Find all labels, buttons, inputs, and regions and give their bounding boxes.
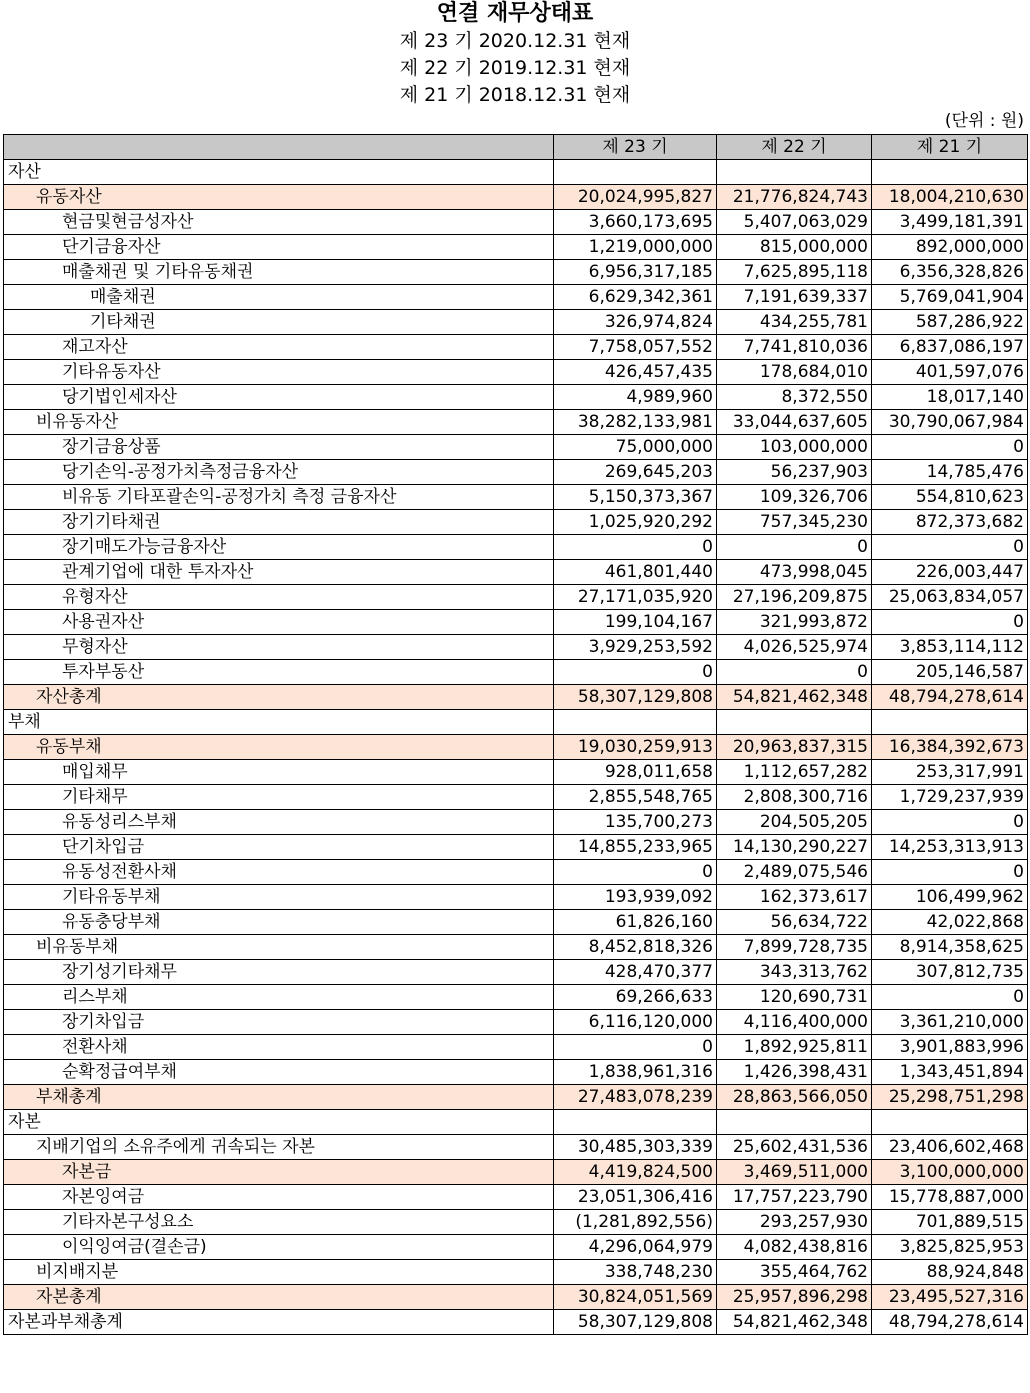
table-row — [4, 1285, 1028, 1310]
row-label: 자본과부채총계 — [4, 1310, 554, 1335]
period-line: 제 21 기 2018.12.31 현재 — [399, 84, 631, 106]
value-period-22: 20,963,837,315 — [717, 735, 872, 760]
value-period-22: 54,821,462,348 — [717, 1310, 872, 1335]
value-period-22: 4,116,400,000 — [717, 1010, 872, 1035]
row-label: 투자부동산 — [4, 660, 554, 685]
row-label: 자본금 — [4, 1160, 554, 1185]
value-period-22: 757,345,230 — [717, 510, 872, 535]
value-period-22: 178,684,010 — [717, 360, 872, 385]
value-period-21: 0 — [872, 810, 1028, 835]
value-period-21: 587,286,922 — [872, 310, 1028, 335]
value-period-23: 61,826,160 — [554, 910, 717, 935]
value-period-23: 428,470,377 — [554, 960, 717, 985]
row-label: 전환사채 — [4, 1035, 554, 1060]
value-period-22: 1,892,925,811 — [717, 1035, 872, 1060]
table-row — [4, 985, 1028, 1010]
table-row — [4, 635, 1028, 660]
row-label: 리스부채 — [4, 985, 554, 1010]
table-row — [4, 285, 1028, 310]
value-period-23: 0 — [554, 860, 717, 885]
value-period-21: 1,343,451,894 — [872, 1060, 1028, 1085]
value-period-23: 4,419,824,500 — [554, 1160, 717, 1185]
row-label: 당기손익-공정가치측정금융자산 — [4, 460, 554, 485]
value-period-23 — [554, 710, 717, 735]
balance-sheet-table — [3, 134, 1028, 1335]
value-period-23: 30,824,051,569 — [554, 1285, 717, 1310]
value-period-22: 7,899,728,735 — [717, 935, 872, 960]
table-row — [4, 235, 1028, 260]
row-label: 비지배지분 — [4, 1260, 554, 1285]
value-period-21: 6,356,328,826 — [872, 260, 1028, 285]
period-line: 제 23 기 2020.12.31 현재 — [399, 30, 631, 52]
row-label: 부채 — [4, 710, 554, 735]
value-period-23: 14,855,233,965 — [554, 835, 717, 860]
value-period-22: 27,196,209,875 — [717, 585, 872, 610]
table-row — [4, 1010, 1028, 1035]
value-period-21: 18,004,210,630 — [872, 185, 1028, 210]
value-period-22: 4,026,525,974 — [717, 635, 872, 660]
table-row — [4, 1310, 1028, 1335]
value-period-21: 16,384,392,673 — [872, 735, 1028, 760]
table-row — [4, 885, 1028, 910]
value-period-23: 1,219,000,000 — [554, 235, 717, 260]
value-period-22: 56,237,903 — [717, 460, 872, 485]
table-row — [4, 160, 1028, 185]
value-period-22: 25,957,896,298 — [717, 1285, 872, 1310]
row-label: 유동성전환사채 — [4, 860, 554, 885]
value-period-22: 103,000,000 — [717, 435, 872, 460]
table-row — [4, 960, 1028, 985]
value-period-21: 88,924,848 — [872, 1260, 1028, 1285]
table-row — [4, 1135, 1028, 1160]
value-period-23: 1,025,920,292 — [554, 510, 717, 535]
table-row — [4, 1160, 1028, 1185]
value-period-21: 3,361,210,000 — [872, 1010, 1028, 1035]
value-period-23: 75,000,000 — [554, 435, 717, 460]
value-period-21: 14,253,313,913 — [872, 835, 1028, 860]
table-row — [4, 485, 1028, 510]
value-period-22: 293,257,930 — [717, 1210, 872, 1235]
row-label: 재고자산 — [4, 335, 554, 360]
value-period-23: 20,024,995,827 — [554, 185, 717, 210]
row-label: 유형자산 — [4, 585, 554, 610]
value-period-22: 4,082,438,816 — [717, 1235, 872, 1260]
value-period-23: 2,855,548,765 — [554, 785, 717, 810]
table-row — [4, 310, 1028, 335]
value-period-21: 0 — [872, 435, 1028, 460]
table-row — [4, 785, 1028, 810]
value-period-23: 27,483,078,239 — [554, 1085, 717, 1110]
value-period-22: 109,326,706 — [717, 485, 872, 510]
value-period-22 — [717, 710, 872, 735]
value-period-22: 204,505,205 — [717, 810, 872, 835]
row-label: 비유동부채 — [4, 935, 554, 960]
row-label: 장기매도가능금융자산 — [4, 535, 554, 560]
value-period-23: 8,452,818,326 — [554, 935, 717, 960]
table-row — [4, 1085, 1028, 1110]
row-label: 자본잉여금 — [4, 1185, 554, 1210]
table-header-row — [4, 135, 1028, 160]
table-row — [4, 810, 1028, 835]
table-row — [4, 1185, 1028, 1210]
row-label: 기타자본구성요소 — [4, 1210, 554, 1235]
value-period-23: 0 — [554, 660, 717, 685]
value-period-22 — [717, 1110, 872, 1135]
value-period-21: 5,769,041,904 — [872, 285, 1028, 310]
value-period-21: 23,495,527,316 — [872, 1285, 1028, 1310]
table-row — [4, 535, 1028, 560]
row-label: 유동자산 — [4, 185, 554, 210]
table-row — [4, 760, 1028, 785]
column-header-period-23: 제 23 기 — [554, 135, 717, 160]
value-period-22: 1,426,398,431 — [717, 1060, 872, 1085]
row-label: 기타유동자산 — [4, 360, 554, 385]
value-period-21: 1,729,237,939 — [872, 785, 1028, 810]
value-period-21: 48,794,278,614 — [872, 685, 1028, 710]
value-period-22 — [717, 160, 872, 185]
row-label: 매입채무 — [4, 760, 554, 785]
value-period-21: 3,100,000,000 — [872, 1160, 1028, 1185]
value-period-23: 38,282,133,981 — [554, 410, 717, 435]
value-period-21: 106,499,962 — [872, 885, 1028, 910]
value-period-22: 54,821,462,348 — [717, 685, 872, 710]
table-row — [4, 1235, 1028, 1260]
row-label: 자본총계 — [4, 1285, 554, 1310]
row-label: 부채총계 — [4, 1085, 554, 1110]
value-period-23: 30,485,303,339 — [554, 1135, 717, 1160]
table-row — [4, 935, 1028, 960]
value-period-22: 815,000,000 — [717, 235, 872, 260]
value-period-23: 6,956,317,185 — [554, 260, 717, 285]
value-period-21: 25,063,834,057 — [872, 585, 1028, 610]
value-period-22: 0 — [717, 660, 872, 685]
value-period-23: 23,051,306,416 — [554, 1185, 717, 1210]
value-period-23: 0 — [554, 1035, 717, 1060]
value-period-23: 3,929,253,592 — [554, 635, 717, 660]
table-row — [4, 1260, 1028, 1285]
row-label: 이익잉여금(결손금) — [4, 1235, 554, 1260]
table-row — [4, 835, 1028, 860]
value-period-21: 3,853,114,112 — [872, 635, 1028, 660]
value-period-23: 27,171,035,920 — [554, 585, 717, 610]
row-label: 관계기업에 대한 투자자산 — [4, 560, 554, 585]
row-label: 당기법인세자산 — [4, 385, 554, 410]
row-label: 매출채권 및 기타유동채권 — [4, 260, 554, 285]
value-period-22: 28,863,566,050 — [717, 1085, 872, 1110]
table-row — [4, 260, 1028, 285]
value-period-21: 0 — [872, 535, 1028, 560]
column-header-period-21: 제 21 기 — [872, 135, 1028, 160]
value-period-23: 199,104,167 — [554, 610, 717, 635]
value-period-22: 355,464,762 — [717, 1260, 872, 1285]
row-label: 비유동자산 — [4, 410, 554, 435]
unit-label: (단위 : 원) — [944, 111, 1024, 131]
table-row — [4, 185, 1028, 210]
value-period-22: 5,407,063,029 — [717, 210, 872, 235]
value-period-21 — [872, 710, 1028, 735]
row-label: 유동성리스부채 — [4, 810, 554, 835]
row-label: 장기금융상품 — [4, 435, 554, 460]
table-row — [4, 360, 1028, 385]
table-row — [4, 435, 1028, 460]
value-period-21: 6,837,086,197 — [872, 335, 1028, 360]
value-period-22: 7,191,639,337 — [717, 285, 872, 310]
table-row — [4, 1035, 1028, 1060]
value-period-22: 434,255,781 — [717, 310, 872, 335]
row-label: 장기차입금 — [4, 1010, 554, 1035]
table-row — [4, 510, 1028, 535]
value-period-23 — [554, 1110, 717, 1135]
table-row — [4, 1110, 1028, 1135]
row-label: 단기차입금 — [4, 835, 554, 860]
value-period-22: 0 — [717, 535, 872, 560]
table-row — [4, 685, 1028, 710]
row-label: 사용권자산 — [4, 610, 554, 635]
value-period-23: 69,266,633 — [554, 985, 717, 1010]
row-label: 비유동 기타포괄손익-공정가치 측정 금융자산 — [4, 485, 554, 510]
value-period-22: 473,998,045 — [717, 560, 872, 585]
value-period-21: 15,778,887,000 — [872, 1185, 1028, 1210]
value-period-21: 892,000,000 — [872, 235, 1028, 260]
value-period-21: 3,825,825,953 — [872, 1235, 1028, 1260]
value-period-21: 253,317,991 — [872, 760, 1028, 785]
value-period-21: 14,785,476 — [872, 460, 1028, 485]
table-row — [4, 210, 1028, 235]
value-period-22: 7,741,810,036 — [717, 335, 872, 360]
value-period-21: 3,499,181,391 — [872, 210, 1028, 235]
value-period-22: 17,757,223,790 — [717, 1185, 872, 1210]
value-period-23: 4,296,064,979 — [554, 1235, 717, 1260]
table-body — [4, 160, 1028, 1335]
value-period-23: 1,838,961,316 — [554, 1060, 717, 1085]
value-period-23: 6,116,120,000 — [554, 1010, 717, 1035]
value-period-23: 58,307,129,808 — [554, 685, 717, 710]
value-period-23: 6,629,342,361 — [554, 285, 717, 310]
value-period-22: 3,469,511,000 — [717, 1160, 872, 1185]
value-period-21: 42,022,868 — [872, 910, 1028, 935]
period-line: 제 22 기 2019.12.31 현재 — [399, 57, 631, 79]
value-period-22: 8,372,550 — [717, 385, 872, 410]
value-period-21: 3,901,883,996 — [872, 1035, 1028, 1060]
value-period-22: 2,489,075,546 — [717, 860, 872, 885]
value-period-23: 461,801,440 — [554, 560, 717, 585]
table-row — [4, 910, 1028, 935]
value-period-22: 321,993,872 — [717, 610, 872, 635]
value-period-22: 7,625,895,118 — [717, 260, 872, 285]
row-label: 기타유동부채 — [4, 885, 554, 910]
table-row — [4, 1060, 1028, 1085]
table-row — [4, 410, 1028, 435]
value-period-23: 4,989,960 — [554, 385, 717, 410]
row-label: 자본 — [4, 1110, 554, 1135]
value-period-23: 326,974,824 — [554, 310, 717, 335]
value-period-23: 7,758,057,552 — [554, 335, 717, 360]
value-period-23: 19,030,259,913 — [554, 735, 717, 760]
value-period-23 — [554, 160, 717, 185]
row-label: 장기성기타채무 — [4, 960, 554, 985]
value-period-23: 0 — [554, 535, 717, 560]
row-label: 매출채권 — [4, 285, 554, 310]
table-row — [4, 335, 1028, 360]
value-period-21: 0 — [872, 860, 1028, 885]
table-row — [4, 860, 1028, 885]
value-period-22: 120,690,731 — [717, 985, 872, 1010]
value-period-22: 21,776,824,743 — [717, 185, 872, 210]
value-period-21: 23,406,602,468 — [872, 1135, 1028, 1160]
value-period-23: 3,660,173,695 — [554, 210, 717, 235]
value-period-21: 0 — [872, 610, 1028, 635]
row-label: 순확정급여부채 — [4, 1060, 554, 1085]
row-label: 현금및현금성자산 — [4, 210, 554, 235]
table-row — [4, 460, 1028, 485]
row-label: 유동부채 — [4, 735, 554, 760]
value-period-21: 205,146,587 — [872, 660, 1028, 685]
row-label: 무형자산 — [4, 635, 554, 660]
value-period-22: 2,808,300,716 — [717, 785, 872, 810]
row-label: 장기기타채권 — [4, 510, 554, 535]
row-label: 자산 — [4, 160, 554, 185]
value-period-21: 8,914,358,625 — [872, 935, 1028, 960]
value-period-21: 30,790,067,984 — [872, 410, 1028, 435]
value-period-21: 48,794,278,614 — [872, 1310, 1028, 1335]
value-period-22: 25,602,431,536 — [717, 1135, 872, 1160]
value-period-21 — [872, 1110, 1028, 1135]
table-row — [4, 610, 1028, 635]
value-period-21 — [872, 160, 1028, 185]
value-period-23: 58,307,129,808 — [554, 1310, 717, 1335]
row-label: 기타채무 — [4, 785, 554, 810]
value-period-23: 928,011,658 — [554, 760, 717, 785]
table-row — [4, 1210, 1028, 1235]
row-label: 지배기업의 소유주에게 귀속되는 자본 — [4, 1135, 554, 1160]
value-period-21: 554,810,623 — [872, 485, 1028, 510]
table-row — [4, 585, 1028, 610]
table-row — [4, 660, 1028, 685]
row-label: 유동충당부채 — [4, 910, 554, 935]
value-period-23: 426,457,435 — [554, 360, 717, 385]
column-header-period-22: 제 22 기 — [717, 135, 872, 160]
value-period-21: 18,017,140 — [872, 385, 1028, 410]
value-period-21: 25,298,751,298 — [872, 1085, 1028, 1110]
value-period-22: 14,130,290,227 — [717, 835, 872, 860]
value-period-21: 872,373,682 — [872, 510, 1028, 535]
table-row — [4, 735, 1028, 760]
value-period-21: 701,889,515 — [872, 1210, 1028, 1235]
value-period-21: 401,597,076 — [872, 360, 1028, 385]
row-label: 기타채권 — [4, 310, 554, 335]
value-period-22: 33,044,637,605 — [717, 410, 872, 435]
value-period-21: 307,812,735 — [872, 960, 1028, 985]
statement-header — [0, 0, 1030, 134]
row-label: 단기금융자산 — [4, 235, 554, 260]
value-period-23: 5,150,373,367 — [554, 485, 717, 510]
statement-title: 연결 재무상태표 — [436, 1, 594, 26]
table-row — [4, 710, 1028, 735]
value-period-23: (1,281,892,556) — [554, 1210, 717, 1235]
value-period-22: 56,634,722 — [717, 910, 872, 935]
value-period-22: 343,313,762 — [717, 960, 872, 985]
row-label: 자산총계 — [4, 685, 554, 710]
column-header-label — [4, 135, 554, 160]
value-period-22: 162,373,617 — [717, 885, 872, 910]
value-period-23: 338,748,230 — [554, 1260, 717, 1285]
value-period-21: 0 — [872, 985, 1028, 1010]
table-row — [4, 560, 1028, 585]
value-period-22: 1,112,657,282 — [717, 760, 872, 785]
value-period-23: 193,939,092 — [554, 885, 717, 910]
value-period-21: 226,003,447 — [872, 560, 1028, 585]
value-period-23: 269,645,203 — [554, 460, 717, 485]
table-row — [4, 385, 1028, 410]
value-period-23: 135,700,273 — [554, 810, 717, 835]
